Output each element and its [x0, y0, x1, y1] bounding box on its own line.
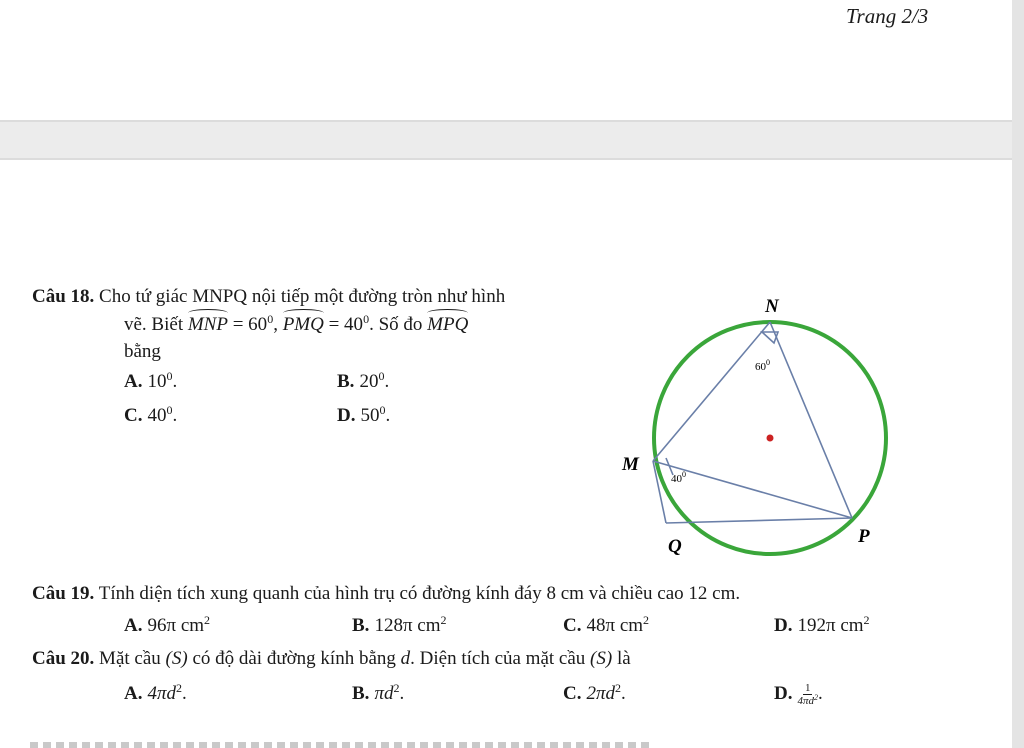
arc-pmq: PMQ	[283, 311, 324, 338]
q18-line3: bằng	[124, 341, 161, 362]
fraction-denominator: $4\pi d^2$	[797, 693, 818, 708]
dot: .	[385, 405, 391, 426]
arc-mpq: MPQ	[427, 311, 468, 338]
q19-option-b[interactable]	[352, 612, 447, 639]
dot: .	[818, 683, 823, 704]
option-label: A.	[124, 615, 143, 636]
dot: .	[621, 683, 626, 704]
point-q-label: Q	[668, 536, 682, 557]
q20-s1: (S)	[165, 648, 188, 669]
circle-center-dot	[767, 435, 774, 442]
deg-sup: 0	[166, 369, 173, 383]
option-value: 10	[147, 371, 167, 392]
q18-figure	[600, 290, 910, 570]
sq-sup: 2	[204, 613, 211, 627]
q20-stem	[32, 645, 631, 672]
q20-d: d	[400, 648, 411, 669]
option-label: B.	[352, 683, 370, 704]
dot: .	[182, 683, 187, 704]
sq-sup: 2	[863, 613, 870, 627]
option-label: C.	[124, 405, 143, 426]
q19-option-c[interactable]	[563, 612, 649, 639]
q20-option-b[interactable]	[352, 680, 404, 707]
sq-sup: 2	[615, 681, 622, 695]
page-top-sheet	[0, 0, 1012, 120]
q19-option-d[interactable]	[774, 612, 870, 639]
option-label: D.	[774, 683, 793, 704]
q20-option-c[interactable]	[563, 680, 626, 707]
quadrilateral-lines	[653, 322, 852, 523]
q18-line1	[32, 283, 505, 310]
point-n-label: N	[765, 296, 779, 317]
q20-option-a[interactable]	[124, 680, 187, 707]
q20-option-d[interactable]	[774, 680, 823, 707]
q18-text-biet: vẽ. Biết	[124, 314, 188, 335]
q20-text-b: có độ dài đường kính bằng	[187, 648, 401, 669]
option-value: πd	[374, 683, 394, 704]
viewer-scroll-edge[interactable]	[1012, 0, 1024, 748]
option-label: A.	[124, 683, 143, 704]
q18-eq1: = 60	[227, 314, 268, 335]
option-value: 40	[147, 405, 167, 426]
q18-eq2: = 40	[323, 314, 364, 335]
option-value: 48π cm	[586, 615, 644, 636]
deg-sup: 0	[378, 369, 385, 383]
sq-sup: 2	[176, 681, 183, 695]
q20-text-c: . Diện tích của mặt cầu	[410, 648, 591, 669]
sq-sup: 2	[393, 681, 400, 695]
dot: .	[172, 371, 178, 392]
q18-option-b[interactable]	[337, 368, 389, 395]
deg-sup: 0	[267, 312, 274, 326]
q20-text-a: Mặt cầu	[99, 648, 166, 669]
point-m-label: M	[622, 454, 639, 475]
next-line-cutoff	[30, 742, 650, 748]
option-value: 192π cm	[797, 615, 864, 636]
angle-m-label: $40^0$	[671, 470, 686, 485]
option-label: C.	[563, 683, 582, 704]
option-value: 96π cm	[147, 615, 205, 636]
q18-tail: . Số đo	[369, 314, 428, 335]
option-value: 128π cm	[374, 615, 441, 636]
option-label: B.	[337, 371, 355, 392]
q20-text-d: là	[612, 648, 631, 669]
option-label: D.	[337, 405, 356, 426]
option-label: D.	[774, 615, 793, 636]
q18-label: Câu 18.	[32, 286, 95, 307]
sq-sup: 2	[643, 613, 650, 627]
q18-sep: ,	[273, 314, 283, 335]
page-gap	[0, 120, 1012, 160]
q18-option-a[interactable]	[124, 368, 177, 395]
q18-option-d[interactable]	[337, 402, 390, 429]
arc-mnp: MNP	[188, 311, 228, 338]
point-p-label: P	[858, 526, 870, 547]
option-value: 20	[359, 371, 379, 392]
q18-option-c[interactable]	[124, 402, 177, 429]
option-value: 2πd	[586, 683, 616, 704]
q20-label: Câu 20.	[32, 648, 95, 669]
q19-text: Tính diện tích xung quanh của hình trụ có đường kính đáy 8 cm và chiều cao 12 cm.	[98, 583, 741, 604]
option-value: 4πd	[147, 683, 177, 704]
deg-sup: 0	[363, 312, 370, 326]
sq-sup: 2	[440, 613, 447, 627]
q19-label: Câu 19.	[32, 583, 95, 604]
q18-text-line1: Cho tứ giác MNPQ nội tiếp một đường tròn như hình	[99, 286, 506, 307]
q18-line2	[124, 311, 468, 338]
q19-option-a[interactable]	[124, 612, 210, 639]
deg-sup: 0	[166, 403, 173, 417]
dot: .	[172, 405, 178, 426]
option-label: C.	[563, 615, 582, 636]
dot: .	[384, 371, 390, 392]
option-value: 50	[360, 405, 380, 426]
option-label: A.	[124, 371, 143, 392]
q20-s2: (S)	[590, 648, 613, 669]
option-label: B.	[352, 615, 370, 636]
q19-stem	[32, 580, 740, 607]
angle-n-label: $60^0$	[755, 358, 770, 373]
fraction-numerator: 1	[804, 682, 811, 695]
fraction	[797, 682, 818, 707]
dot: .	[399, 683, 405, 704]
deg-sup: 0	[379, 403, 386, 417]
page-number: Trang 2/3	[846, 4, 929, 28]
